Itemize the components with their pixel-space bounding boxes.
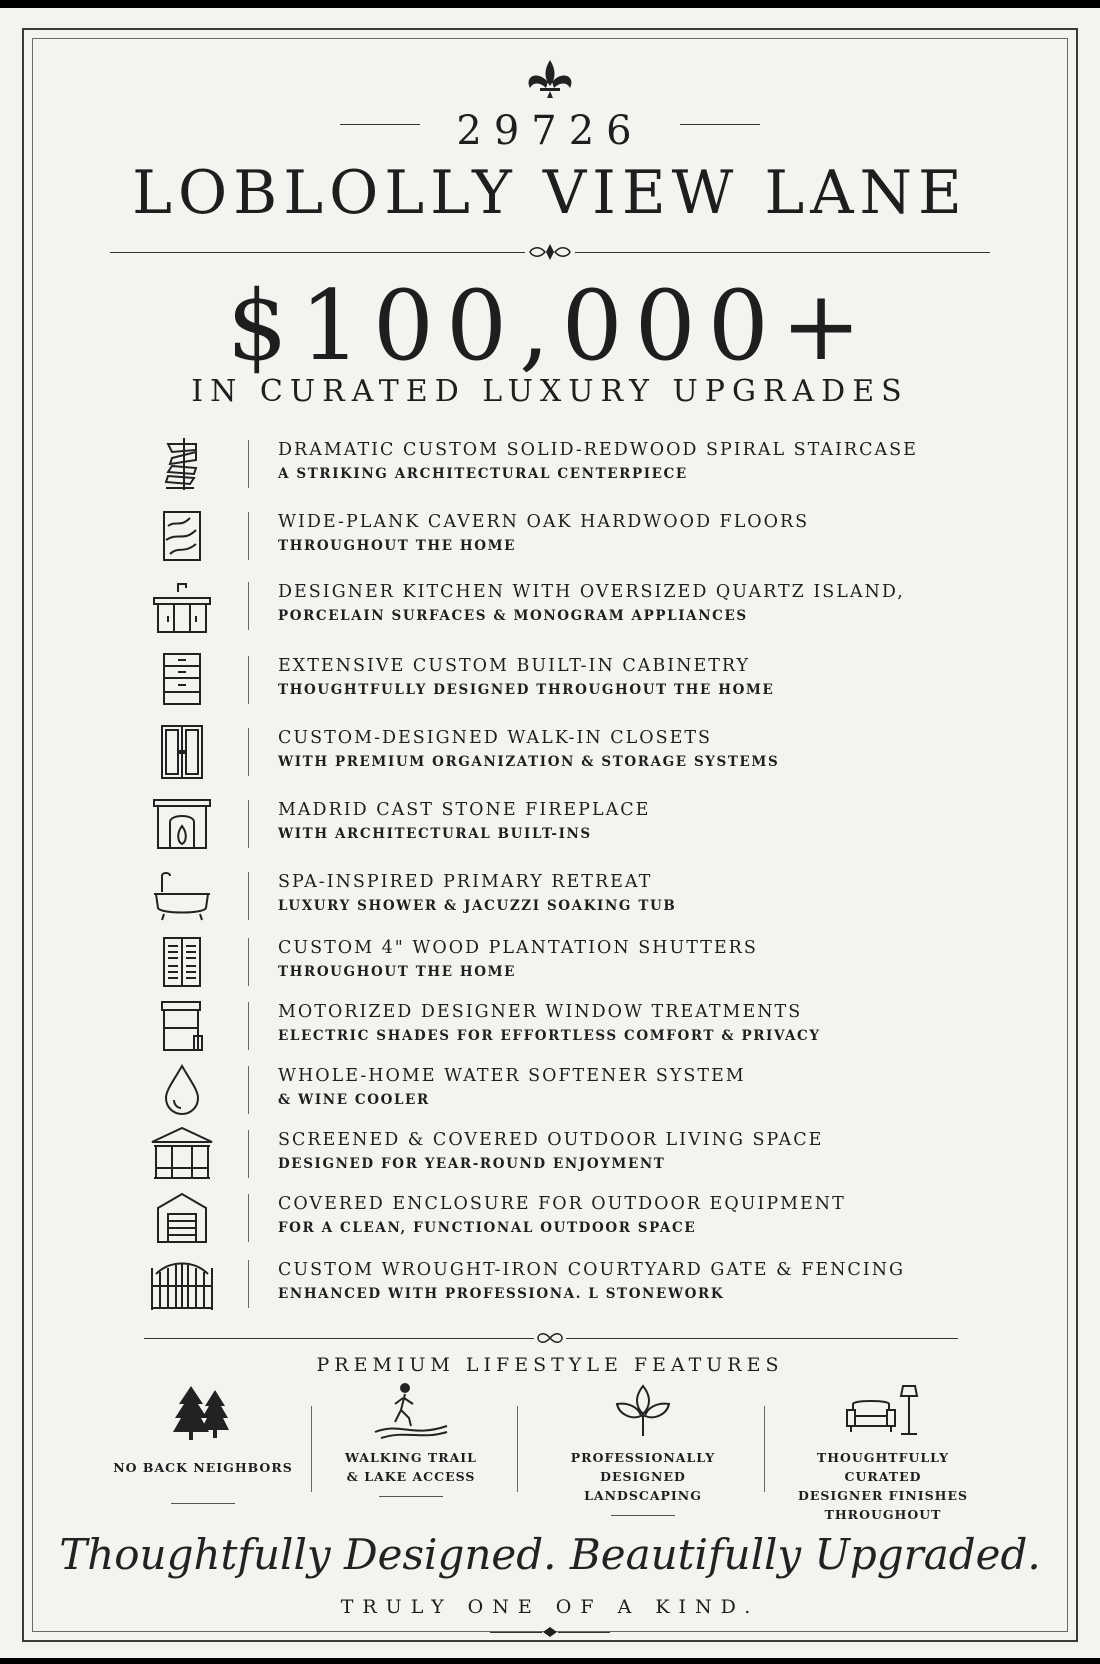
feature-subtitle: DESIGNED FOR YEAR-ROUND ENJOYMENT (278, 1156, 666, 1172)
lifestyle-underline (379, 1496, 443, 1497)
feature-item (0, 1062, 1100, 1124)
feature-title: CUSTOM-DESIGNED WALK-IN CLOSETS (278, 728, 713, 748)
hardwood-floor-icon (150, 508, 214, 564)
lifestyle-label: PROFESSIONALLY DESIGNED LANDSCAPING (570, 1450, 716, 1503)
feature-divider (248, 1130, 249, 1178)
feature-subtitle: LUXURY SHOWER & JACUZZI SOAKING TUB (278, 898, 677, 914)
premium-heading: PREMIUM LIFESTYLE FEATURES (316, 1354, 784, 1376)
feature-subtitle: THOUGHTFULLY DESIGNED THROUGHOUT THE HOME (278, 682, 775, 698)
garage-icon (150, 1190, 214, 1246)
lifestyle-item (316, 1382, 506, 1497)
feature-subtitle: WITH PREMIUM ORGANIZATION & STORAGE SYSTEMS (278, 754, 780, 770)
bottom-rule-left (490, 1632, 542, 1633)
feature-divider (248, 938, 249, 986)
lifestyle-divider (764, 1406, 765, 1492)
lifestyle-underline (171, 1503, 235, 1504)
diamond-icon (543, 1627, 557, 1637)
feature-title: MOTORIZED DESIGNER WINDOW TREATMENTS (278, 1002, 803, 1022)
feature-item (0, 1256, 1100, 1318)
feature-divider (248, 1260, 249, 1308)
closing-line: TRULY ONE OF A KIND. (340, 1596, 760, 1618)
street-number: 29726 (456, 108, 644, 154)
premium-rule-right (566, 1338, 958, 1339)
cabinet-icon (150, 652, 214, 708)
feature-divider (248, 1002, 249, 1050)
feature-subtitle: PORCELAIN SURFACES & MONOGRAM APPLIANCES (278, 608, 748, 624)
fireplace-icon (150, 796, 214, 852)
sofa-lamp-icon (843, 1382, 923, 1440)
gazebo-icon (150, 1126, 214, 1182)
tagline: Thoughtfully Designed. Beautifully Upgraded. (59, 1530, 1041, 1579)
pine-trees-icon (171, 1382, 235, 1440)
street-name: LOBLOLLY VIEW LANE (132, 158, 968, 228)
feature-subtitle: FOR A CLEAN, FUNCTIONAL OUTDOOR SPACE (278, 1220, 697, 1236)
shutters-icon (150, 934, 214, 990)
feature-item (0, 436, 1100, 498)
feature-item (0, 934, 1100, 996)
iron-gate-icon (150, 1256, 214, 1312)
ornament-icon (528, 242, 572, 262)
title-rule-right (575, 252, 990, 253)
premium-rule-left (144, 1338, 534, 1339)
feature-divider (248, 1194, 249, 1242)
feature-divider (248, 656, 249, 704)
flyer-page (0, 8, 1100, 1658)
feature-subtitle: THROUGHOUT THE HOME (278, 964, 517, 980)
feature-divider (248, 800, 249, 848)
feature-title: SCREENED & COVERED OUTDOOR LIVING SPACE (278, 1130, 824, 1150)
lifestyle-divider (311, 1406, 312, 1492)
spiral-staircase-icon (150, 436, 214, 492)
feature-item (0, 1126, 1100, 1188)
lifestyle-underline (611, 1515, 675, 1516)
feature-divider (248, 1066, 249, 1114)
lifestyle-label: WALKING TRAIL & LAKE ACCESS (345, 1450, 477, 1484)
number-rule-right (680, 124, 760, 125)
feature-item (0, 508, 1100, 570)
feature-title: SPA-INSPIRED PRIMARY RETREAT (278, 872, 653, 892)
feature-title: MADRID CAST STONE FIREPLACE (278, 800, 651, 820)
bottom-rule-right (558, 1632, 610, 1633)
feature-subtitle: ELECTRIC SHADES FOR EFFORTLESS COMFORT & PRIVACY (278, 1028, 821, 1044)
feature-item (0, 868, 1100, 930)
walking-person-icon (371, 1382, 451, 1440)
lifestyle-divider (517, 1406, 518, 1492)
feature-title: WHOLE-HOME WATER SOFTENER SYSTEM (278, 1066, 746, 1086)
feature-title: DRAMATIC CUSTOM SOLID-REDWOOD SPIRAL STAIRCASE (278, 440, 918, 460)
feature-title: COVERED ENCLOSURE FOR OUTDOOR EQUIPMENT (278, 1194, 846, 1214)
feature-item (0, 578, 1100, 640)
title-rule-left (110, 252, 525, 253)
feature-title: DESIGNER KITCHEN WITH OVERSIZED QUARTZ ISLAND, (278, 582, 905, 602)
feature-item (0, 1190, 1100, 1252)
feature-title: CUSTOM WROUGHT-IRON COURTYARD GATE & FENCING (278, 1260, 906, 1280)
feature-item (0, 652, 1100, 714)
lifestyle-item (548, 1382, 738, 1516)
feature-divider (248, 582, 249, 630)
lifestyle-label: NO BACK NEIGHBORS (113, 1460, 293, 1475)
lifestyle-item (108, 1382, 298, 1504)
lifestyle-item (788, 1382, 978, 1524)
feature-item (0, 724, 1100, 786)
bathtub-icon (150, 868, 214, 924)
feature-subtitle: & WINE COOLER (278, 1092, 430, 1108)
feature-subtitle: WITH ARCHITECTURAL BUILT-INS (278, 826, 592, 842)
feature-divider (248, 512, 249, 560)
ornament-icon (536, 1331, 564, 1345)
feature-title: WIDE-PLANK CAVERN OAK HARDWOOD FLOORS (278, 512, 810, 532)
feature-title: CUSTOM 4" WOOD PLANTATION SHUTTERS (278, 938, 758, 958)
water-drop-icon (150, 1062, 214, 1118)
window-shade-icon (150, 998, 214, 1054)
feature-subtitle: ENHANCED WITH PROFESSIONA. L STONEWORK (278, 1286, 725, 1302)
feature-item (0, 796, 1100, 858)
feature-subtitle: A STRIKING ARCHITECTURAL CENTERPIECE (278, 466, 688, 482)
feature-item (0, 998, 1100, 1060)
feature-divider (248, 872, 249, 920)
feature-title: EXTENSIVE CUSTOM BUILT-IN CABINETRY (278, 656, 751, 676)
lifestyle-label: THOUGHTFULLY CURATED DESIGNER FINISHES THROUGHOUT (798, 1450, 968, 1522)
feature-subtitle: THROUGHOUT THE HOME (278, 538, 517, 554)
kitchen-island-icon (150, 578, 214, 634)
upgrade-subtitle: IN CURATED LUXURY UPGRADES (191, 374, 909, 409)
closet-icon (150, 724, 214, 780)
plant-leaves-icon (611, 1382, 675, 1440)
fleur-de-lis-icon (518, 56, 582, 100)
feature-divider (248, 440, 249, 488)
upgrade-price: $100,000+ (226, 270, 874, 382)
feature-divider (248, 728, 249, 776)
